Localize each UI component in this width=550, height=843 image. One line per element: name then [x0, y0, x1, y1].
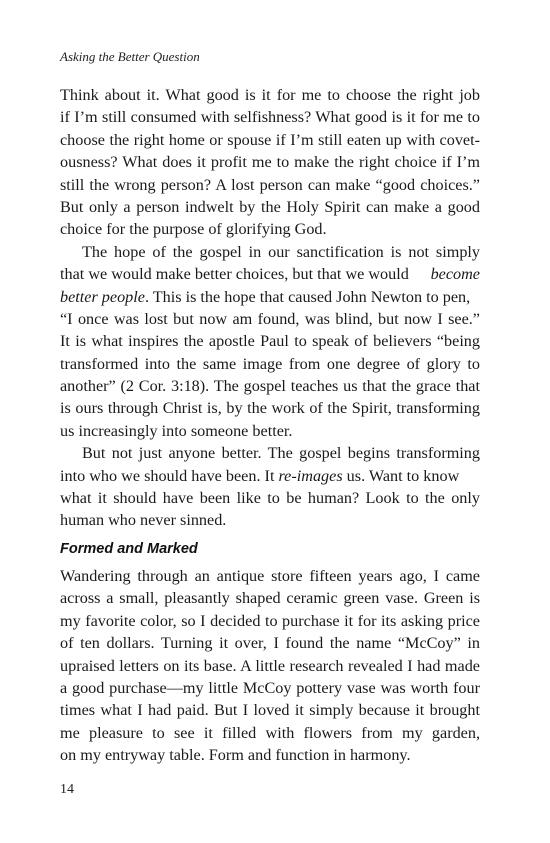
text-line: on my entryway table. Form and function in harmony.: [60, 746, 411, 765]
paragraph: [60, 84, 480, 241]
emphasis-text: better people: [60, 287, 145, 306]
text-line: my favorite color, so I decided to purchase it for its asking price: [60, 611, 480, 630]
text-line: upraised letters on its base. A little research revealed I had made: [60, 656, 480, 675]
body-text-upper: [60, 84, 480, 532]
text-line: a good purchase—my little McCoy pottery vase was worth four: [60, 678, 480, 697]
text-line: ousness? What does it profit me to make the right choice if I’m: [60, 153, 480, 172]
text-line: Think about it. What good is it for me to choose the right job: [60, 86, 480, 104]
paragraph: [60, 565, 480, 767]
text-line: still the wrong person? A lost person can make “good choices.”: [60, 175, 480, 194]
text-line: is ours through Christ is, by the work of the Spirit, transforming: [60, 399, 480, 418]
text-segment: . This is the hope that caused John Newton to pen,: [144, 287, 471, 306]
text-line: across a small, pleasantly shaped ceramic green vase. Green is: [60, 589, 480, 608]
text-line: But only a person indwelt by the Holy Spirit can make a good: [60, 197, 480, 216]
text-line: times what I had paid. But I loved it simply because it brought: [60, 701, 480, 720]
running-head: Asking the Better Question: [60, 49, 200, 64]
body-text-lower: [60, 565, 480, 767]
emphasis-text: re-images: [278, 466, 343, 485]
text-line: of ten dollars. Turning it over, I found the name “McCoy” in: [60, 634, 480, 653]
text-line: if I’m still consumed with selfishness? What good is it for me to: [60, 108, 480, 127]
text-line: choose the right home or spouse if I’m still eaten up with covet-: [60, 130, 480, 149]
section-heading: Formed and Marked: [60, 541, 198, 557]
text-line: The hope of the gospel in our sanctification is not simply: [82, 242, 480, 261]
emphasis-text: become: [430, 265, 480, 284]
text-line: But not just anyone better. The gospel begins transforming: [82, 444, 480, 463]
text-segment: us. Want to know: [342, 466, 460, 485]
text-line: “I once was lost but now am found, was blind, but now I see.”: [60, 309, 480, 328]
paragraph: [60, 241, 480, 443]
text-line: [60, 465, 480, 487]
text-line: [60, 286, 480, 308]
text-line: choice for the purpose of glorifying God.: [60, 220, 327, 239]
text-line: me pleasure to see it filled with flowers from my garden,: [60, 723, 480, 742]
text-line: us increasingly into someone better.: [60, 421, 293, 440]
text-line: another” (2 Cor. 3:18). The gospel teaches us that the grace that: [60, 377, 480, 396]
text-segment: into who we should have been. It: [60, 466, 279, 485]
text-segment: that we would make better choices, but that we would: [60, 265, 413, 284]
text-line: [60, 263, 480, 285]
text-line: Wandering through an antique store fifteen years ago, I came: [60, 567, 480, 585]
paragraph: [60, 442, 480, 532]
text-line: It is what inspires the apostle Paul to speak of believers “being: [60, 332, 480, 351]
text-line: human who never sinned.: [60, 511, 227, 530]
page-number: 14: [60, 782, 74, 797]
text-line: what it should have been like to be human? Look to the only: [60, 489, 480, 508]
text-line: transformed into the same image from one degree of glory to: [60, 354, 480, 373]
